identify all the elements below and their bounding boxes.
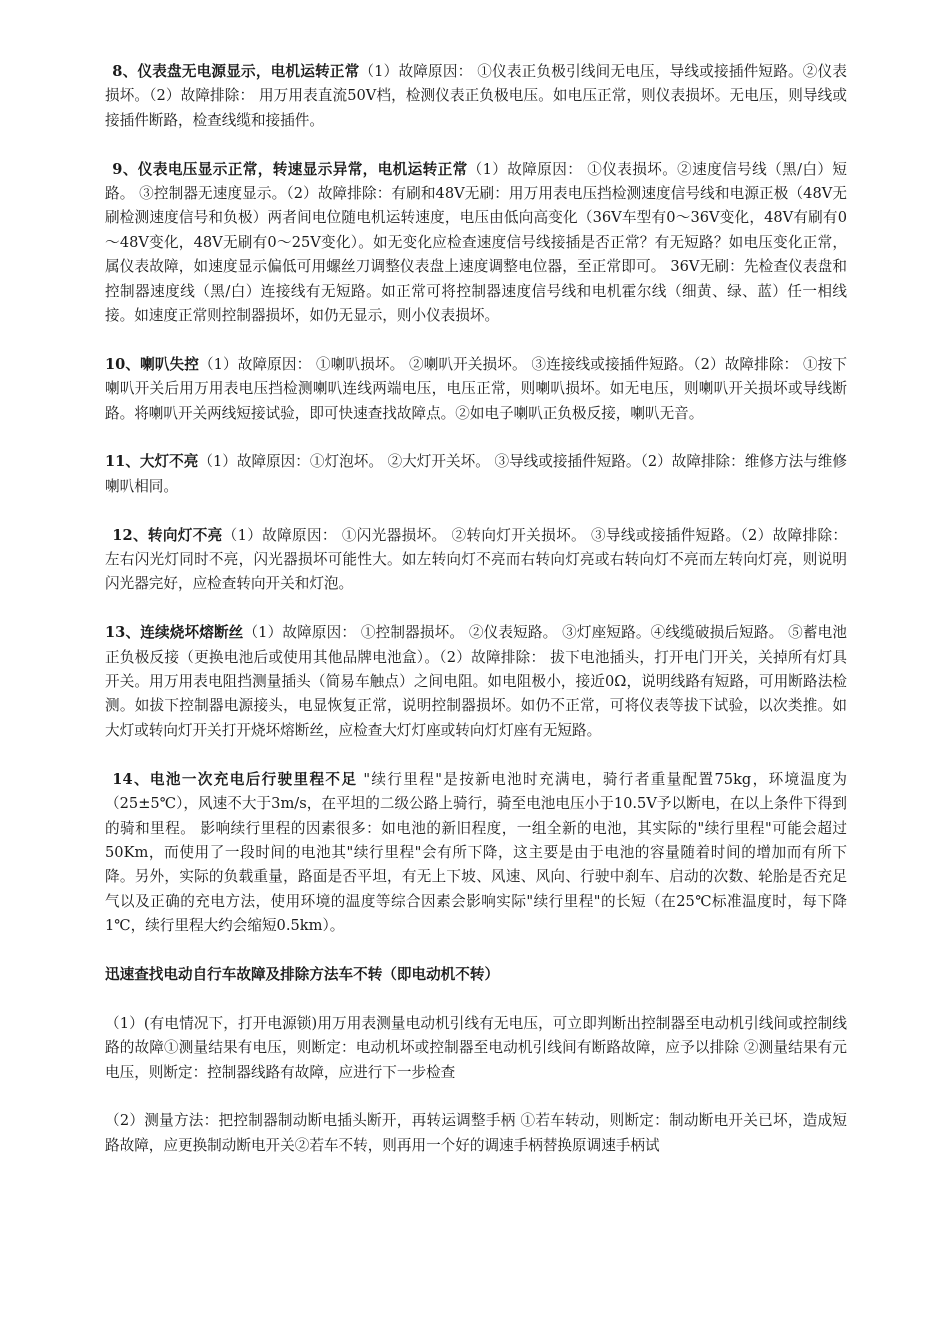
fault-12-heading: 12、转向灯不亮	[112, 526, 223, 544]
section-paragraph-2: （2）测量方法：把控制器制动断电插头断开，再转运调整手柄 ①若车转动，则断定：制动断电开关已坏，造成短路故障，应更换制动断电开关②若车不转，则再用一个好的调速手柄替换原调速手柄试	[105, 1112, 847, 1154]
fault-8-paragraph	[105, 60, 847, 133]
fault-10-heading: 10、喇叭失控	[105, 355, 199, 373]
section-title: 迅速查找电动自行车故障及排除方法车不转（即电动机不转）	[105, 965, 500, 983]
fault-10-body: （1）故障原因： ①喇叭损坏。 ②喇叭开关损坏。 ③连接线或接插件短路。（2）故障排除： ①按下喇叭开关后用万用表电压挡检测喇叭连线两端电压，电压正常，则喇叭损坏。如无电压，则喇叭开关损坏或导线断路。将喇叭开关两线短接试验，即可快速查找故障点。②如电子喇叭正负极反接，喇叭无音。	[105, 355, 847, 422]
fault-9-heading: 9、仪表电压显示正常，转速显示异常，电机运转正常	[112, 160, 468, 178]
fault-13-heading: 13、连续烧坏熔断丝	[105, 624, 244, 642]
fault-13-paragraph	[105, 621, 847, 743]
document-page	[105, 60, 847, 1183]
fault-8-heading: 8、仪表盘无电源显示，电机运转正常	[112, 63, 360, 80]
fault-11-heading: 11、大灯不亮	[105, 453, 199, 471]
fault-13-body: （1）故障原因： ①控制器损坏。 ②仪表短路。 ③灯座短路。④线缆破损后短路。 ⑤蓄电池正负极反接（更换电池后或使用其他品牌电池盒）。（2）故障排除： 拔下电池插头，打开电门开关，关掉所有灯具开关。用万用表电阻挡测量插头（简易车触点）之间电阻。如电阻极小，接近0Ω，说明线路有短路，可用断路法检测。如拔下控制器电源接头，电显恢复正常，说明控制器损坏。如仍不正常，可将仪表等拔下试验，以次类推。如大灯或转向灯开关打开烧坏熔断丝，应检查大灯灯座或转向灯灯座有无短路。	[105, 624, 847, 739]
fault-11-paragraph	[105, 450, 847, 499]
fault-11-body: （1）故障原因：①灯泡坏。 ②大灯开关坏。 ③导线或接插件短路。（2）故障排除：维修方法与维修喇叭相同。	[105, 453, 847, 495]
fault-14-paragraph	[105, 768, 847, 939]
fault-12-paragraph	[105, 524, 847, 597]
fault-10-paragraph	[105, 353, 847, 426]
fault-14-body: "续行里程"是按新电池时充满电，骑行者重量配置75kg，环境温度为（25±5℃），风速不大于3m/s，在平坦的二级公路上骑行，骑至电池电压小于10.5V予以断电，在以上条件下得到的骑和里程。 影响续行里程的因素很多：如电池的新旧程度，一组全新的电池，其实际的"续行里程"可能会超过50Km，而使用了一段时间的电池其"续行里程"会有所下降，这主要是由于电池的容量随着时间的增加而有所下降。另外，实际的负载重量，路面是否平坦，有无上下坡、风速、风向、行驶中刹车、启动的次数、轮胎是否充足气以及正确的充电方法，使用环境的温度等综合因素会影响实际"续行里程"的长短（在25℃标准温度时，每下降1℃，续行里程大约会缩短0.5km）。	[105, 770, 847, 935]
fault-9-body: （1）故障原因： ①仪表损坏。②速度信号线（黑/白）短路。 ③控制器无速度显示。（2）故障排除：有刷和48V无刷：用万用表电压挡检测速度信号线和电源正极（48V无刷检测速度信号和负极）两者间电位随电机运转速度，电压由低向高变化（36V车型有0～36V变化，48V有刷有0～48V变化，48V无刷有0～25V变化）。如无变化应检查速度信号线接插是否正常？有无短路？如电压变化正常，属仪表故障，如速度显示偏低可用螺丝刀调整仪表盘上速度调整电位器，至正常即可。 36V无刷：先检查仪表盘和控制器速度线（黑/白）连接线有无短路。如正常可将控制器速度信号线和电机霍尔线（细黄、绿、蓝）任一相线接。如速度正常则控制器损坏，如仍无显示，则小仪表损坏。	[105, 160, 847, 325]
fault-12-body: （1）故障原因： ①闪光器损坏。 ②转向灯开关损坏。 ③导线或接插件短路。（2）故障排除： 左右闪光灯同时不亮，闪光器损坏可能性大。如左转向灯不亮而右转向灯亮或右转向灯不亮而左转向灯亮，则说明闪光器完好，应检查转向开关和灯泡。	[105, 526, 847, 593]
fault-9-paragraph	[105, 158, 847, 329]
section-paragraph-1: （1）(有电情况下，打开电源锁)用万用表测量电动机引线有无电压，可立即判断出控制器至电动机引线间或控制线路的故障①测量结果有电压，则断定：电动机坏或控制器至电动机引线间有断路故障，应予以排除 ②测量结果有元电压，则断定：控制器线路有故障，应进行下一步检查	[105, 1014, 847, 1081]
fault-8-body: （1）故障原因： ①仪表正负极引线间无电压，导线或接插件短路。②仪表损坏。（2）故障排除： 用万用表直流50V档，检测仪表正负极电压。如电压正常，则仪表损坏。无电压，则导线或接插件断路，检查线缆和接插件。	[105, 63, 847, 129]
fault-14-heading: 14、电池一次充电后行驶里程不足	[112, 770, 358, 788]
